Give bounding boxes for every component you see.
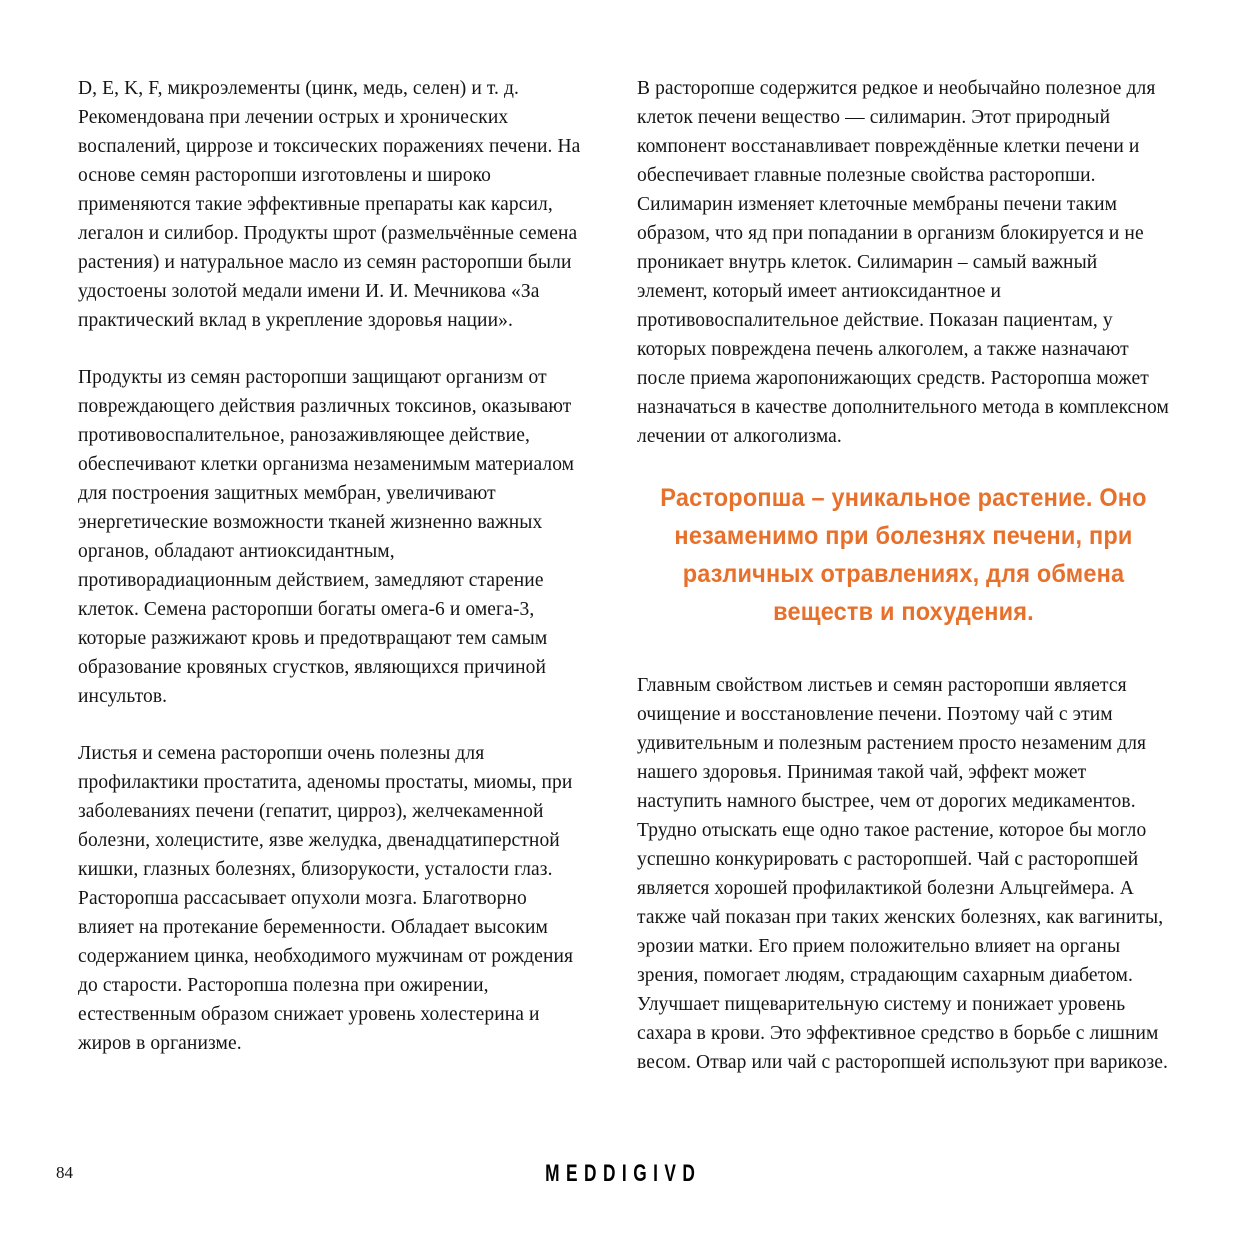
body-paragraph: В расторопше содержится редкое и необычайно полезное для клеток печени вещество — силимарин. Этот природный компонент восстанавливает повреждённые клетки печени и обеспечивает главные полезные свойства расторопши. Силимарин изменяет клеточные мембраны печени таким образом, что яд при попадании в организм блокируется и не проникает внутрь клеток. Силимарин – самый важный элемент, который имеет антиоксидантное и противовоспалительное действие. Показан пациентам, у которых повреждена печень алкоголем, а также назначают после приема жаропонижающих средств. Расторопша может назначаться в качестве дополнительного метода в комплексном лечении от алкоголизма. (637, 78, 1169, 447)
body-paragraph: Продукты из семян расторопши защищают организм от повреждающего действия различных токсинов, оказывают противовоспалительное, ранозаживляющее действие, обеспечивают клетки организма незаменимым материалом для построения защитных мембран, увеличивают энергетические возможности тканей жизненно важных органов, обладают антиоксидантным, противорадиационным действием, замедляют старение клеток. Семена расторопши богаты омега-6 и омега-3, которые разжижают кровь и предотвращают тем самым образование кровяных сгустков, являющихся причиной инсультов. (78, 367, 575, 707)
two-column-text-layout (78, 74, 1170, 1077)
page-number: 84 (56, 1163, 73, 1182)
body-paragraph: Главным свойством листьев и семян расторопши является очищение и восстановление печени. Поэтому чай с этим удивительным и полезным растением просто незаменим для нашего здоровья. Принимая такой чай, эффект может наступить намного быстрее, чем от дорогих медикаментов. Трудно отыскать еще одно такое растение, которое бы могло успешно конкурировать с расторопшей. Чай с расторопшей является хорошей профилактикой болезни Альцгеймера. А также чай показан при таких женских болезнях, как вагиниты, эрозии матки. Его прием положительно влияет на органы зрения, помогает людям, страдающим сахарным диабетом. Улучшает пищеварительную систему и понижает уровень сахара в крови. Это эффективное средство в борьбе с лишним весом. Отвар или чай с расторопшей используют при варикозе. (637, 675, 1169, 1073)
pull-quote: Расторопша – уникальное растение. Оно незаменимо при болезнях печени, при различных отравлениях, для обмена веществ и похудения. (660, 484, 1147, 626)
right-column (637, 74, 1170, 1077)
body-paragraph: Листья и семена расторопши очень полезны для профилактики простатита, аденомы простаты, миомы, при заболеваниях печени (гепатит, цирроз), желчекаменной болезни, холецистите, язве желудка, двенадцатиперстной кишки, глазных болезнях, близорукости, усталости глаз. Расторопша рассасывает опухоли мозга. Благотворно влияет на протекание беременности. Обладает высоким содержанием цинка, необходимого мужчинам от рождения до старости. Расторопша полезна при ожирении, естественным образом снижает уровень холестерина и жиров в организме. (78, 743, 574, 1054)
body-paragraph: D, E, K, F, микроэлементы (цинк, медь, селен) и т. д. Рекомендована при лечении острых и хронических воспалений, циррозе и токсических поражениях печени. На основе семян расторопши изготовлены и широко применяются такие эффективные препараты как карсил, легалон и силибор. Продукты шрот (размельчённые семена растения) и натуральное масло из семян расторопши были удостоены золотой медали имени И. И. Мечникова «За практический вклад в укрепление здоровья нации». (78, 78, 581, 331)
publisher-logo: MEDDIGIVD (545, 1160, 702, 1187)
left-column (78, 74, 585, 1077)
